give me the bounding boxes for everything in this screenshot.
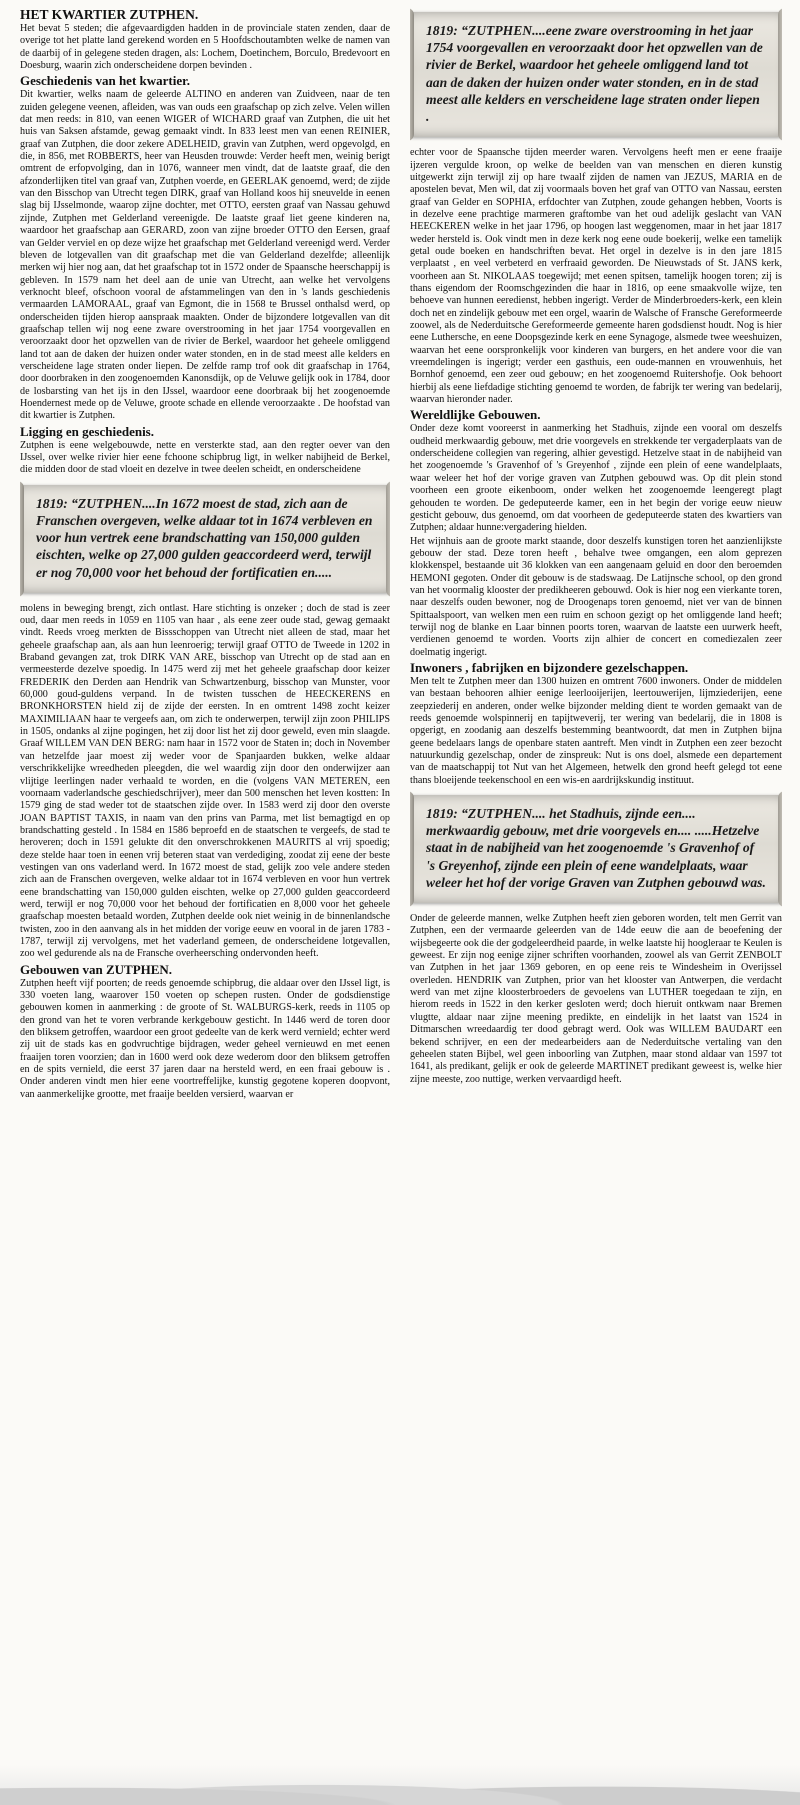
heading-wereldlijke: Wereldlijke Gebouwen. (410, 407, 541, 423)
quote-scroll-1672: 1819: “ZUTPHEN....In 1672 moest de stad, zich aan de Franschen overgeven, welke aldaar tot in 1674 verbleven en voor hun vertrek eene brandschatting van 150,000 gulden eischten, welke op 27,000 gulden geaccordeerd werd, terwijl er nog 70,000 voor het behoud der fortificatien en..... (20, 485, 390, 593)
paragraph-kerk: echter voor de Spaansche tijden meerder waren. Vervolgens heeft men er eene fraaije ijzeren vergulde kroon, op welke de beelden van van menschen en dieren kunstig uitgewerkt zijn terwijl zij op hare twaalf zijden de namen van JEZUS, MARIA en de apostelen bevat, Men wil, dat zij voormaals boven het graf van OTTO van Nassau, eersten graaf van Gelder en SOPHIA, erfdochter van Zutphen, zoude gehangen hebben, Voorts is in dezelve eene prachtige marmeren graftombe van het oud adelijk geslacht van VAN HEECKEREN welke in het jaar 1796, op hoogen last weggenomen, maar in het jaar 1817 weder hersteld is. Ook vindt men in deze kerk nog eene oude boekerij, welke een tamelijk getal oude boeken en handschriften bevat. Het orgel in dezelve is in den jare 1815 verplaatst , en veel verbeterd en verfraaid geworden. De Nieuwstads of St. JANS kerk, voorheen aan St. NIKOLAAS toegewijd; met eenen spitsen, tamelijk hoogen toren; zij is thans eigendom der Roomschgezinden die haar in 1816, op eene smaakvolle wijze, ten behoeve van hunnen eeredienst, hebben ingerigt. Verder de Minderbroeders-kerk, een klein doch net en zindelijk gebouw met een orgel, waarin de Walsche of Fransche Gereformeerde zoowel, als de Nederduitsche Gereformeerde gemeente haren godsdienst houdt. Nog is hier eene Luthersche, en eene Doopsgezinde kerk en eene Synagoge, alsmede twee weeshuizen, waarvan het eene oorspronkelijk voor kinderen van burgers, en het andere voor die van vreemdelingen is ingerigt; verder een gasthuis, een oude-mannen en vrouwenhuis, het Bornhof genoemd, een zeer oud gebouw; en het zoogenoemd Ruitershofje. Ook behoort hierbij als eene liefdadige stichting genoemd te worden, de fabrijk ter wering van bedelarij, waarvan hieronder nader. (410, 147, 782, 406)
quote-scroll-stadhuis: 1819: “ZUTPHEN.... het Stadhuis, zijnde een.... merkwaardig gebouw, met drie voorgevels en.... .....Hetzelve staat in de nabijheid van het zoogenoemde 's Gravenhof of 's Greyenhof, zijnde een plein of eene wandelplaats, waar weleer het hof der vorige Graven van Zutphen gebouwd was. (410, 795, 782, 903)
paragraph-intro: Het bevat 5 steden; die afgevaardigden hadden in de provinciale staten zenden, daar de overige tot het platte land gerekend worden en 5 Hoofdschoutambten welke de namen van de daarbij of in gelegene steden dragen, als: Lochem, Doetinchem, Borculo, Bredevoort en Doesburg, waarin zich onderscheidene dorpen bevinden . (20, 23, 390, 72)
heading-ligging: Ligging en geschiedenis. (20, 423, 154, 439)
paragraph-gebouwen: Zutphen heeft vijf poorten; de reeds genoemde schipbrug, die aldaar over den IJssel ligt, is 330 voeten lang, waarover 150 voeten op schepen rusten. Onder de godsdienstige gebouwen komen in aanmerking : de groote of St. WALBURGS-kerk, reeds in 1105 op den grond van het te voren verbrande kerkgebouw gesticht. In 1446 werd de toren door den bliksem getroffen, waardoor een groot gedeelte van de kerk werd vernield; echter werd zij uit de stads kas en godvruchtige bijdragen, weder geheel vernieuwd en met eenen fraaijen toren voorzien; dan in 1600 werd ook deze wederom door den bliksem getroffen en de spits vernield, die eerst 37 jaren daar na hersteld werd, en een fraai gebouw is . Onder anderen vindt men hier eene voortreffelijke, kunstig gegotene koperen doopvont, van aanmerkelijke grootte, met fraaije beelden versierd, waarvan er (20, 977, 390, 1100)
torn-paper-edge (0, 1765, 800, 1805)
heading-gebouwen: Gebouwen van ZUTPHEN. (20, 961, 173, 977)
paragraph-inwoners: Men telt te Zutphen meer dan 1300 huizen en omtrent 7600 inwoners. Onder de middelen van bestaan behooren alhier eenige leerlooijerijen, leertouwerijen, lijmziederijen, eene zeepziederij en anderen, onder welke bijzonder melding dient te worden gemaakt van de reeds genoemde wolspinnerij en tapijtweverij, ter wering van bedelarij, die in 1808 is opgerigt, en zoodanig aan deszelfs bestemming beantwoordt, dat men in Zutphen bijna geene bedelaars langs de openbare staten aantreft. Men vindt in Zutphen een zeer bezocht natuurkundig gezelschap, onder de zinspreuk: Nut is ons doel, alsmede een departement van de maatschappij tot Nut van het Algemeen, hetwelk den grond heeft gelegd tot eene thans bloeijende teekenschool en een wis-en aardrijkskundig instituut. (410, 675, 782, 786)
paragraph-stadhuis: Onder deze komt vooreerst in aanmerking het Stadhuis, zijnde een vooral om deszelfs oudheid merkwaardig gebouw, met drie voorgevels en strekkende ter vergaderplaats van de onderscheidene collegien van regering, alhier gevestigd. Hetzelve staat in de nabijheid van het zoogenoemde 's Gravenhof of 's Greyenhof , zijnde een plein of eene wandelplaats, waar weleer het hof der vorige graven van Zutphen gebouwd was. Op dit plein stond voorheen een groote eikenboom, onder welken het zoogenoemde leengeregt plagt gehouden te worden. De gedeputeerde kamer, een in het begin der vorige eeuw nieuw gesticht gebouw, dus genoemd, om dat voorheen de gedeputeerde staten des kwartiers van Zutphen; aldaar hunne:vergadering hielden. (410, 423, 782, 534)
paragraph-geleerden: Onder de geleerde mannen, welke Zutphen heeft zien geboren worden, telt men Gerrit van Zutphen, een der vermaarde geleerden van de 14de eeuw die aan de beoefening der wijsbegeerte ook die der godgeleerdheid paarde, in welke laatste hij hoogleraar te Keulen is geweest. Er zijn nog eenige zijner schriften voorhanden, zoowel als van Gerrit ZENBOLT van Zutphen in het jaar 1369 geboren, en op eene reis te Windesheim in Overijssel overleden. HENDRIK van Zutphen, prior van het klooster van Antwerpen, die verdacht werd van met zijne kloosterbroeders de gevoelens van LUTHER toegedaan te zijn, en hierom reeds in 1522 in den kerker gesloten werd; doch hieruit ontkwam naar Bremen vlugtte, aldaar naar zijne meening predikte, en eindelijk in het laatst van 1524 in Ditmarschen wreedaardig ter dood gebragt werd. Ook was WILLEM BAUDART een bekend schrijver, en een der medearbeiders aan de Nederduitsche vertaling van den geheelen staten Bijbel, wel geen inboorling van Zutphen, maar stond aldaar van 1597 tot 1641, als predikant, gelijk er ook de geleerde MARTINET predikant geweest is, welke hier zijne meeste, zoo nuttige, werken vervaardigd heeft. (410, 913, 782, 1085)
paragraph-ligging: Zutphen is eene welgebouwde, nette en versterkte stad, aan den regter oever van den IJssel, over welke rivier hier eene fchoone schipbrug ligt, in welker nabijheid de Berkel, die midden door de stad vloeit en dezelve in twee deelen scheidt, en onderscheidene (20, 439, 390, 476)
left-column (20, 8, 390, 1788)
quote-scroll-1754: 1819: “ZUTPHEN....eene zware overstrooming in het jaar 1754 voorgevallen en veroorzaakt door het opzwellen van de rivier de Berkel, waardoor het geheele omliggend land tot aan de daken der huizen onder water stonden, en in de stad meest alle kelders en verscheidene lage straten onder liepen . (410, 12, 782, 137)
right-column (410, 8, 782, 1788)
paragraph-geschiedenis: Dit kwartier, welks naam de geleerde ALTINO en anderen van Zuidveen, naar de ten zuiden gelegene veenen, afleiden, was van ouds een graafschap op zich zelve. Velen willen dat men reeds: in 810, van eenen WIGER of WICHARD graaf van Zutphen, die uit het huis van Saksen afstamde, gewag gemaakt vindt. In 833 leest men van eenen REINIER, graaf van Zutphen, die door zekere ADELHEID, gravin van Zutphen, werd opgevolgd, en die, in 856, met ROBBERTS, heer van Heusden trouwde: Verder heeft men, weinig berigt omtrent de erfopvolging, dan in 1076, wanneer men vindt, dat de laatste graaf, die den afzonderlijken titel van graaf van, Zutphen voerde, en GEERLAK genoemd, werd; de zijde van den Bisschop van Utrecht tegen DIRK, graaf van Holland koos hij sneuvelde in eenen slag bij IJsselmonde, waarop zijne dochter, met OTTO, eersten graaf van Nassau gehuwd zijnde, Zutphen met Gelderland vereenigde. De laatste graaf liet geene kinderen na, waardoor het graafschap aan GERARD, zoon van zijne broeder OTTO den Eersen, graaf van Gelder verviel en op deze wijze het graafschap met Gelderland vereenigd werd. Verder bleven de lotgevallen van dit graafschap met die van Gelderland dezelfde; alleenlijk merken wij hier nog aan, dat het graafschap tot in 1572 onder de Spaansche heerschappij is gebleven. In 1579 nam het deel aan de unie van Utrecht, aan welke het vervolgens verknocht bleef, ofschoon vooral de afstammelingen van den in 's lands geschiedenis vermaarden LAMORAAL, graaf van Egmont, die in 1568 te Brussel onthalsd werd, op onderscheiden tijden hierop aanspraak maakten. Onder de bijzondere lotgevallen van dit graafschap tellen wij nog eene zware overstrooming in het jaar 1754 voorgevallen en veroorzaakt door het opzwellen van de rivier de Berkel, waardoor het geheele omliggend land tot aan de daken der huizen onder water stonden, en in de stad meest alle kelders en verscheidene lage straten onder liepen. De zelfde ramp trof ook dit graafschap in 1764, door doorbraken in den zoogenoemden Kanonsdijk, op de Veluwe gelijk ook in 1784, door de losbarsting van het ijs in den IJssel, waardoor eene doorbraak bij het zoogenoemde Hoendernest mede op de Veluwe, groote schade en ellende veroorzaakte . De hoofstad van dit kwartier is Zutphen. (20, 89, 390, 422)
paragraph-history-city: molens in beweging brengt, zich ontlast. Hare stichting is onzeker ; doch de stad is zeer oud, daar men reeds in 1059 en 1105 van haar , als eene zeer oude stad, gewag gemaakt vindt. Reeds vroeg merkten de Bissschoppen van Utrecht niet alleen de stad, maar het geheele graafschap aan, als aan hun leenroerig; terwijl graaf OTTO de Tweede in 1202 in Braband gevangen zat, trok DIRK VAN ARE, bisschop van Utrecht op de stad aan en vermeesterde dezelve spoedig. In 1475 werd zij met het geheele graafschap door keizer FREDERIK den Derden aan Hendrik van Schwartzenburg, bisschop van Munster, voor 60,000 goud-guldens verpand. In de twisten tusschen de HEECKERENS en BRONKHORSTEN hield zij de zijde der eersten. In en omtrent 1498 zocht keizer MAXIMILIAAN haar te vergeefs aan, om zich te onderwerpen, terwijl zijn zoon PHILIPS in 1505, ondanks al zijne pogingen, het zij door list het zij door geweld, even min slaagde. Graaf WILLEM VAN DEN BERG: nam haar in 1572 voor de Staten in; doch in November van hetzelfde jaar moest zij weder voor de Spanjaarden bukken, welke aldaar verschrikkelijke wreedheden pleegden, die wel waardig zijn door den onderwijzer aan vlijtige leerlingen nader verhaald te worden, en die (volgens VAN METEREN, een voornaam vaderlandsche geschiedschrijver), meer dan 500 menschen het leven kostten: In 1579 ging de stad weder tot de staatschen zijde over. In 1583 werd zij door den overste JOAN BAPTIST TAXIS, in naam van den prins van Parma, met list bemagtigd en op brandschatting gesteld . In 1584 en 1586 beproefd en de staatschen te vergeefs, de stad te heroveren; doch in 1591 gelukte dit den onverschrokkenen MAURITS al vrij spoedig; deze stelde haar toen in eenen vrij beteren staat van verdediging, zoodat zij eene der beste vestingen van ons vaderland werd. In 1672 moest de stad, gelijk zoo vele andere steden zich aan de Franschen overgeven, welke aldaar tot in 1674 verbleven en voor hun vertrek eene brandschatting van 150,000 gulden eischten, welke op 27,000 gulden geaccordeerd werd, terwijl er nog 70,000 voor het behoud der fortificatien en 8,000 voor het geheele graafschap moesten betaald worden, Zutphen deelde ook niet weinig in de binnenlandsche twisten, zoo in den aanvang als in het midden der vorige eeuw en vooral in de jaren 1783 - 1787, terwijl zij vervolgens, met het vaderland gemeen, de onderscheidene lotgevallen, zoo wel gedurende als na de Fransche overheersching ondervonden heeft. (20, 602, 390, 960)
heading-geschiedenis: Geschiedenis van het kwartier. (20, 73, 190, 89)
page-title: HET KWARTIER ZUTPHEN. (20, 8, 199, 22)
heading-inwoners: Inwoners , fabrijken en bijzondere gezelschappen. (410, 659, 689, 675)
paragraph-wijnhuis: Het wijnhuis aan de groote markt staande, door deszelfs kunstigen toren het aanzienlijkste gebouw der stad. Deze toren heeft , behalve twee omgangen, een alom geprezen klokkenspel, bestaande uit 36 klokken van een aangenaam geluid en door den beroemden HEMONI gegoten. Onder dit gebouw is de stadswaag. De Latijnsche school, op den grond van het voormalig klooster der predikheeren gebouwd. Ook is hier nog een vierkante toren, naar deszelfs ouden bewoner, nog de Droogenaps toren genoemd, niet ver van de binnen Spittaalspoort, van welken men een ruim en schoon gezigt op het omliggende land heeft; terwijl nog de blanke en Laar binnen poorts toren, waarvan de laatste een uurwerk heeft, verdienen genoemd te worden. Voorts zijn alhier de concert en comediezalen zeer doelmatig ingerigt. (410, 535, 782, 658)
